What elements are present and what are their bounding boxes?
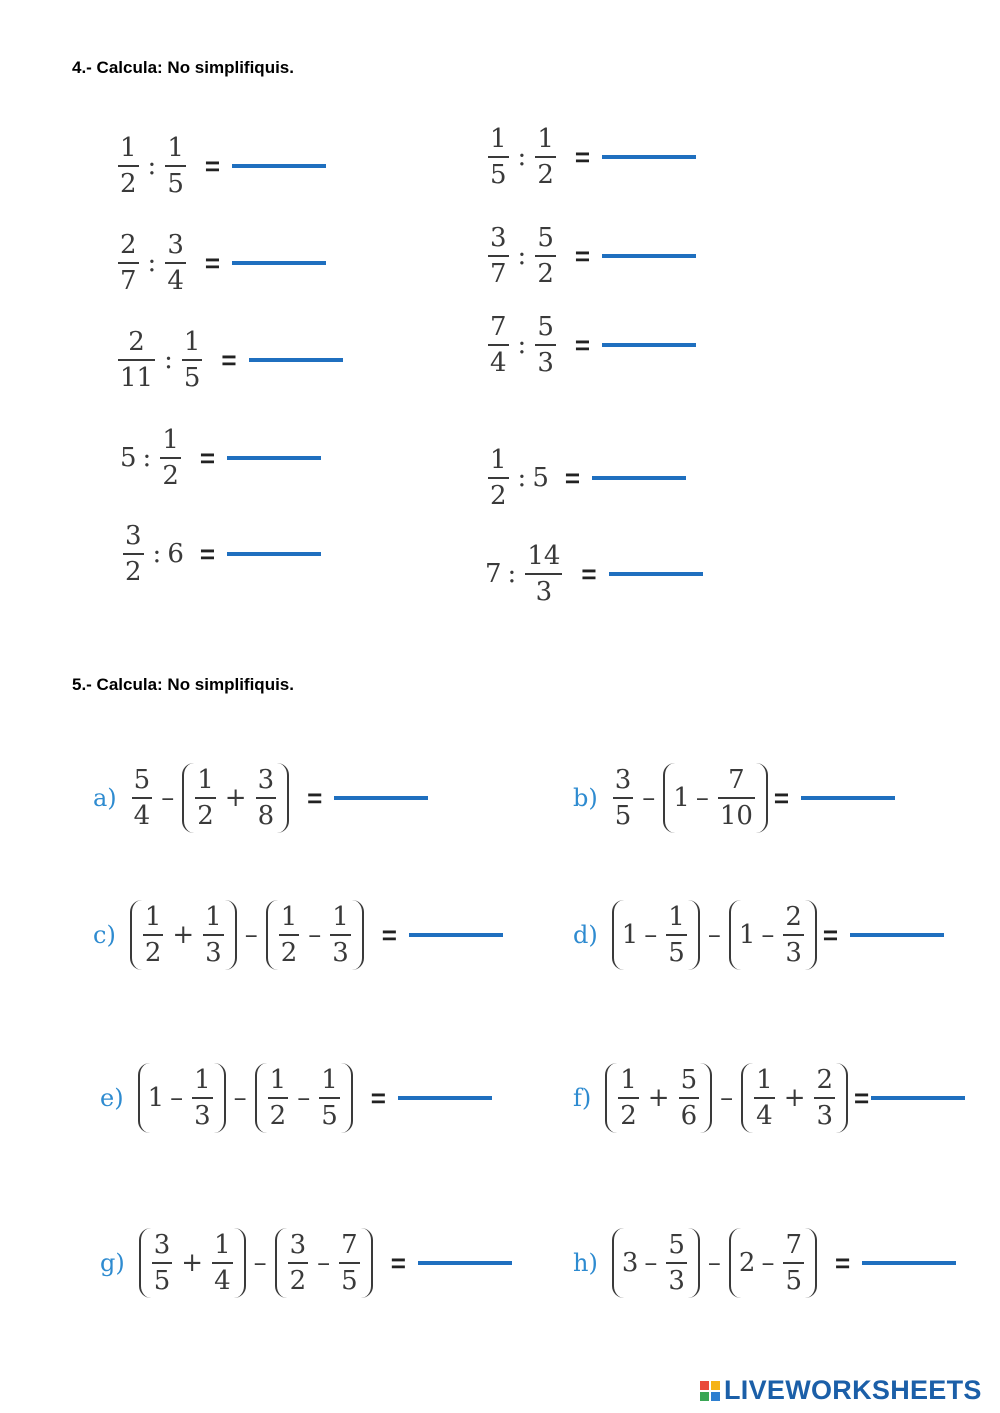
section-5-heading: 5.- Calcula: No simplifiquis. [72, 675, 294, 694]
exercise-label: c) [93, 921, 116, 949]
exercise-5-d: d) 1 – $\frac{1}{5}$ – 1 – $\frac{2}{3}$ = [573, 900, 944, 970]
exercise-4-2: $\frac{2}{7}$ : $\frac{3}{4}$ = [115, 231, 326, 295]
answer-blank[interactable] [862, 1261, 956, 1265]
exercise-4-10: 7 : $\frac{14}{3}$ = [485, 542, 703, 606]
answer-blank[interactable] [850, 933, 944, 937]
answer-blank[interactable] [609, 572, 703, 576]
exercise-label: e) [100, 1084, 124, 1112]
fraction: $\frac{1}{2}$ [120, 133, 137, 199]
exercise-5-e: e) 1 – $\frac{1}{3}$ – $\frac{1}{2}$ – $\frac{1}{5}$ = [100, 1063, 492, 1133]
exercise-4-1: $\frac{1}{2}$ : $\frac{1}{5}$ = [115, 134, 326, 198]
exercise-5-h: h) 3 – $\frac{5}{3}$ – 2 – $\frac{7}{5}$ = [573, 1228, 956, 1298]
exercise-4-5: $\frac{3}{2}$ : 6 = [120, 522, 321, 586]
exercise-5-a: a) $\frac{5}{4}$ – $\frac{1}{2}$ + $\frac{3}{8}$ = [93, 763, 428, 833]
answer-blank[interactable] [602, 155, 696, 159]
answer-blank[interactable] [801, 796, 895, 800]
fraction: $\frac{1}{5}$ [167, 133, 184, 199]
logo-text: LIVEWORKSHEETS [724, 1375, 982, 1405]
exercise-label: h) [573, 1249, 598, 1277]
answer-blank[interactable] [418, 1261, 512, 1265]
exercise-5-g: g) $\frac{3}{5}$ + $\frac{1}{4}$ – $\frac{3}{2}$ – $\frac{7}{5}$ = [100, 1228, 512, 1298]
answer-blank[interactable] [249, 358, 343, 362]
parenthesis-group: 1 – $\frac{7}{10}$ [663, 763, 768, 833]
exercise-4-4: 5 : $\frac{1}{2}$ = [120, 426, 321, 490]
exercise-4-8: $\frac{7}{4}$ : $\frac{5}{3}$ = [485, 313, 696, 377]
answer-blank[interactable] [602, 254, 696, 258]
answer-blank[interactable] [409, 933, 503, 937]
exercise-4-9: $\frac{1}{2}$ : 5 = [485, 446, 686, 510]
logo-icon [700, 1381, 720, 1401]
answer-blank[interactable] [227, 456, 321, 460]
exercise-4-7: $\frac{3}{7}$ : $\frac{5}{2}$ = [485, 224, 696, 288]
liveworksheets-logo [700, 1375, 982, 1406]
section-4-heading: 4.- Calcula: No simplifiquis. [72, 58, 294, 77]
answer-blank[interactable] [232, 261, 326, 265]
exercise-4-6: $\frac{1}{5}$ : $\frac{1}{2}$ = [485, 125, 696, 189]
exercise-label: d) [573, 921, 598, 949]
exercise-label: b) [573, 784, 598, 812]
answer-blank[interactable] [334, 796, 428, 800]
exercise-label: f) [573, 1084, 592, 1112]
exercise-label: g) [100, 1249, 125, 1277]
exercise-5-b: b) $\frac{3}{5}$ – 1 – $\frac{7}{10}$ = [573, 763, 895, 833]
answer-blank[interactable] [602, 343, 696, 347]
exercise-5-c: c) $\frac{1}{2}$ + $\frac{1}{3}$ – $\frac{1}{2}$ – $\frac{1}{3}$ = [93, 900, 503, 970]
exercise-label: a) [93, 784, 117, 812]
answer-blank[interactable] [232, 164, 326, 168]
exercise-4-3: $\frac{2}{11}$ : $\frac{1}{5}$ = [115, 328, 343, 392]
answer-blank[interactable] [398, 1096, 492, 1100]
parenthesis-group: $\frac{1}{2}$ + $\frac{3}{8}$ [182, 763, 289, 833]
answer-blank[interactable] [227, 552, 321, 556]
exercise-5-f: f) $\frac{1}{2}$ + $\frac{5}{6}$ – $\frac{1}{4}$ + $\frac{2}{3}$ = [573, 1063, 965, 1133]
answer-blank[interactable] [871, 1096, 965, 1100]
answer-blank[interactable] [592, 476, 686, 480]
